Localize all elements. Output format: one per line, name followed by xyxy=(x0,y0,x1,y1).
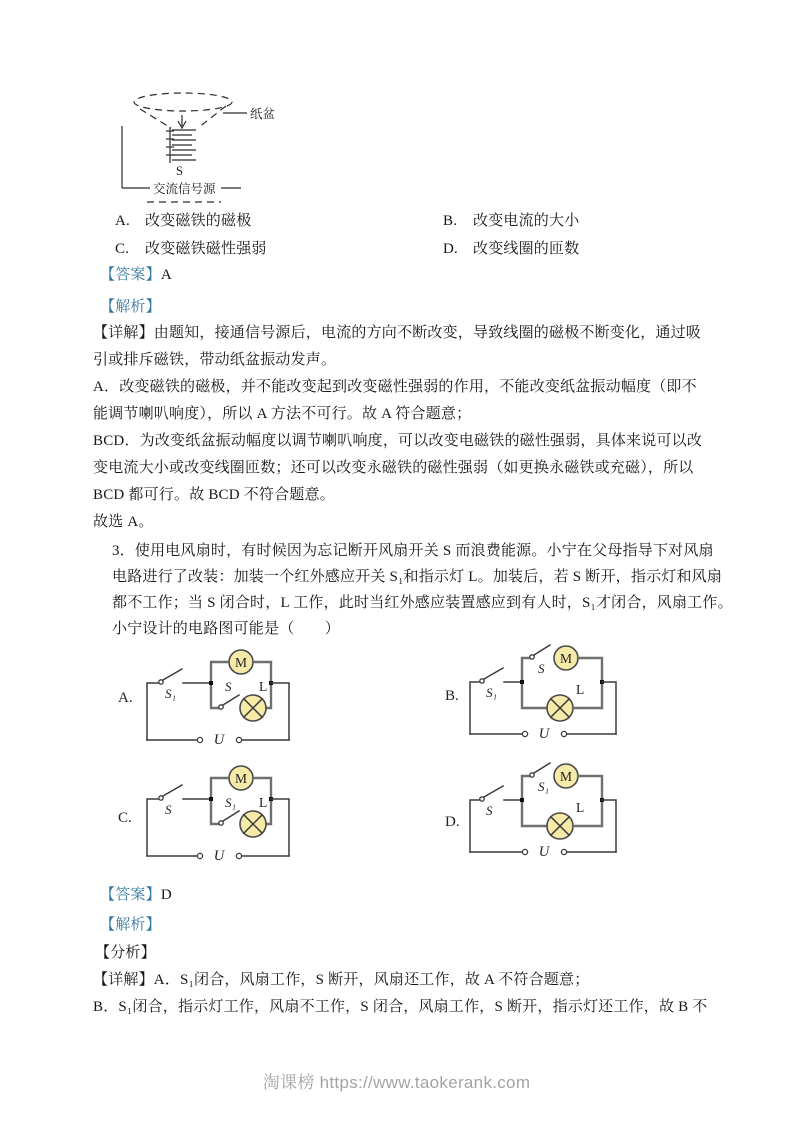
option-c-text: 改变磁铁磁性强弱 xyxy=(145,241,267,257)
switch-blade-icon xyxy=(223,695,239,705)
option-b-key: B. xyxy=(443,213,458,229)
switch-blade-icon xyxy=(223,811,239,821)
wire xyxy=(147,799,159,856)
explanation-line: 故选 A。 xyxy=(93,514,154,530)
wire xyxy=(271,683,289,740)
branch-wire xyxy=(578,658,602,682)
question-stem-line: 电路进行了改装：加装一个红外感应开关 S₁和指示灯 L。加装后，若 S 断开，指示灯和风扇 xyxy=(112,569,723,585)
source-terminal xyxy=(561,849,566,854)
motor-label: M xyxy=(234,655,248,670)
analysis-label: 【解析】 xyxy=(100,299,161,315)
cone-side-right xyxy=(198,106,226,128)
fenxi-line: 【分析】 xyxy=(95,945,156,961)
answer-value: D xyxy=(160,887,172,903)
switch-blade-icon xyxy=(163,785,182,796)
circuit-diagram-a xyxy=(135,648,307,748)
junction-dot xyxy=(209,681,213,685)
explanation-line: 引或排斥磁铁，带动纸盆振动发声。 xyxy=(93,352,337,368)
explanation-line: 【详解】由题知，接通信号源后，电流的方向不断改变，导致线圈的磁极不断变化，通过吸 xyxy=(93,325,702,341)
switch-label: S xyxy=(486,803,493,818)
explanation-line: B．S₁闭合，指示灯工作，风扇不工作，S 闭合，风扇工作，S 断开，指示灯还工作，故 B 不 xyxy=(93,999,708,1015)
wire xyxy=(470,800,480,852)
switch-label: S₁ xyxy=(486,685,498,700)
analysis-line-q3 xyxy=(100,916,161,935)
ac-source-label: 交流信号源 xyxy=(153,182,216,196)
circuit-b-label: B. xyxy=(445,688,459,704)
option-a xyxy=(115,212,251,231)
analysis-line-q2 xyxy=(100,298,161,317)
explanation-line: BCD 都可行。故 BCD 不符合题意。 xyxy=(93,487,335,503)
wire xyxy=(147,683,159,740)
cone-rim xyxy=(134,93,232,111)
motor-label: M xyxy=(559,651,573,666)
switch-label: S xyxy=(165,802,172,817)
source-terminal xyxy=(561,731,566,736)
switch-blade-icon xyxy=(484,786,503,797)
footer-watermark: 淘课榜 https://www.taokerank.com xyxy=(262,1073,531,1092)
answer-label: 【答案】 xyxy=(100,887,161,903)
option-a-key: A. xyxy=(115,213,130,229)
lamp-label: L xyxy=(259,679,268,694)
source-terminal xyxy=(236,737,241,742)
lamp-label: L xyxy=(576,800,585,815)
switch-label: S₁ xyxy=(538,779,550,794)
question-stem-line: 3．使用电风扇时，有时候因为忘记断开风扇开关 S 而浪费能源。小宁在父母指导下对风扇 xyxy=(112,543,714,559)
switch-label: S xyxy=(225,679,232,694)
source-terminal xyxy=(236,853,241,858)
switch-label: S₁ xyxy=(165,686,177,701)
wire xyxy=(271,799,289,856)
cone-label: 纸盆 xyxy=(250,107,276,121)
explanation-line: A．改变磁铁的磁极，并不能改变起到改变磁性强弱的作用，不能改变纸盆振动幅度（即不 xyxy=(93,379,697,395)
lamp-label: L xyxy=(576,682,585,697)
explanation-line: BCD．为改变纸盆振动幅度以调节喇叭响度，可以改变电磁铁的磁性强弱，具体来说可以改 xyxy=(93,433,703,449)
circuit-diagram-d xyxy=(458,760,634,860)
answer-line-q3 xyxy=(100,886,172,905)
question-stem-line: 都不工作；当 S 闭合时，L 工作，此时当红外感应装置感应到有人时，S₁才闭合，风扇工作。 xyxy=(112,595,733,611)
source-label: U xyxy=(213,848,225,864)
circuit-a-label: A. xyxy=(118,690,133,706)
analysis-label: 【解析】 xyxy=(100,917,161,933)
circuit-diagram-c xyxy=(135,764,307,864)
switch-blade-icon xyxy=(534,763,550,773)
magnet-pole-label: S xyxy=(176,164,183,178)
speaker-diagram xyxy=(95,85,295,213)
motor-label: M xyxy=(559,769,573,784)
wire xyxy=(470,682,480,734)
coil-icon xyxy=(166,127,196,163)
source-label: U xyxy=(538,726,550,742)
junction-dot xyxy=(209,797,213,801)
wire xyxy=(602,682,616,734)
explanation-line: 能调节喇叭响度），所以 A 方法不可行。故 A 符合题意； xyxy=(93,406,472,422)
option-b-text: 改变电流的大小 xyxy=(473,213,580,229)
switch-blade-icon xyxy=(484,668,503,679)
switch-label: S xyxy=(538,661,545,676)
option-d-text: 改变线圈的匝数 xyxy=(473,241,580,257)
option-b xyxy=(443,212,579,231)
junction-dot xyxy=(520,680,524,684)
explanation-line: 【详解】A．S₁闭合，风扇工作，S 断开，风扇还工作，故 A 不符合题意； xyxy=(93,972,590,988)
answer-label: 【答案】 xyxy=(100,267,161,283)
option-c-key: C. xyxy=(115,241,130,257)
source-terminal xyxy=(522,731,527,736)
motor-label: M xyxy=(234,771,248,786)
circuit-diagram-b xyxy=(458,642,634,742)
branch-wire xyxy=(578,776,602,800)
option-d xyxy=(443,240,579,259)
option-d-key: D. xyxy=(443,241,458,257)
source-label: U xyxy=(538,844,550,860)
switch-blade-icon xyxy=(534,645,550,655)
source-label: U xyxy=(213,732,225,748)
branch-wire xyxy=(522,658,530,682)
option-a-text: 改变磁铁的磁极 xyxy=(145,213,252,229)
circuit-d-label: D. xyxy=(445,814,460,830)
cone-side-left xyxy=(140,109,171,128)
switch-blade-icon xyxy=(163,669,182,680)
source-terminal xyxy=(197,737,202,742)
wire xyxy=(602,800,616,852)
source-terminal xyxy=(197,853,202,858)
branch-wire xyxy=(522,800,547,826)
question-stem-line: 小宁设计的电路图可能是（ ） xyxy=(112,621,341,637)
branch-wire xyxy=(522,776,530,800)
answer-line-q2 xyxy=(100,266,172,285)
lamp-label: L xyxy=(259,795,268,810)
option-c xyxy=(115,240,267,259)
switch-label: S₁ xyxy=(225,795,237,810)
circuit-c-label: C. xyxy=(118,810,132,826)
explanation-line: 变电流大小或改变线圈匝数；还可以改变永磁铁的磁性强弱（如更换永磁铁或充磁），所以 xyxy=(93,460,694,476)
source-terminal xyxy=(522,849,527,854)
answer-value: A xyxy=(160,267,172,283)
junction-dot xyxy=(520,798,524,802)
branch-wire xyxy=(522,682,547,708)
